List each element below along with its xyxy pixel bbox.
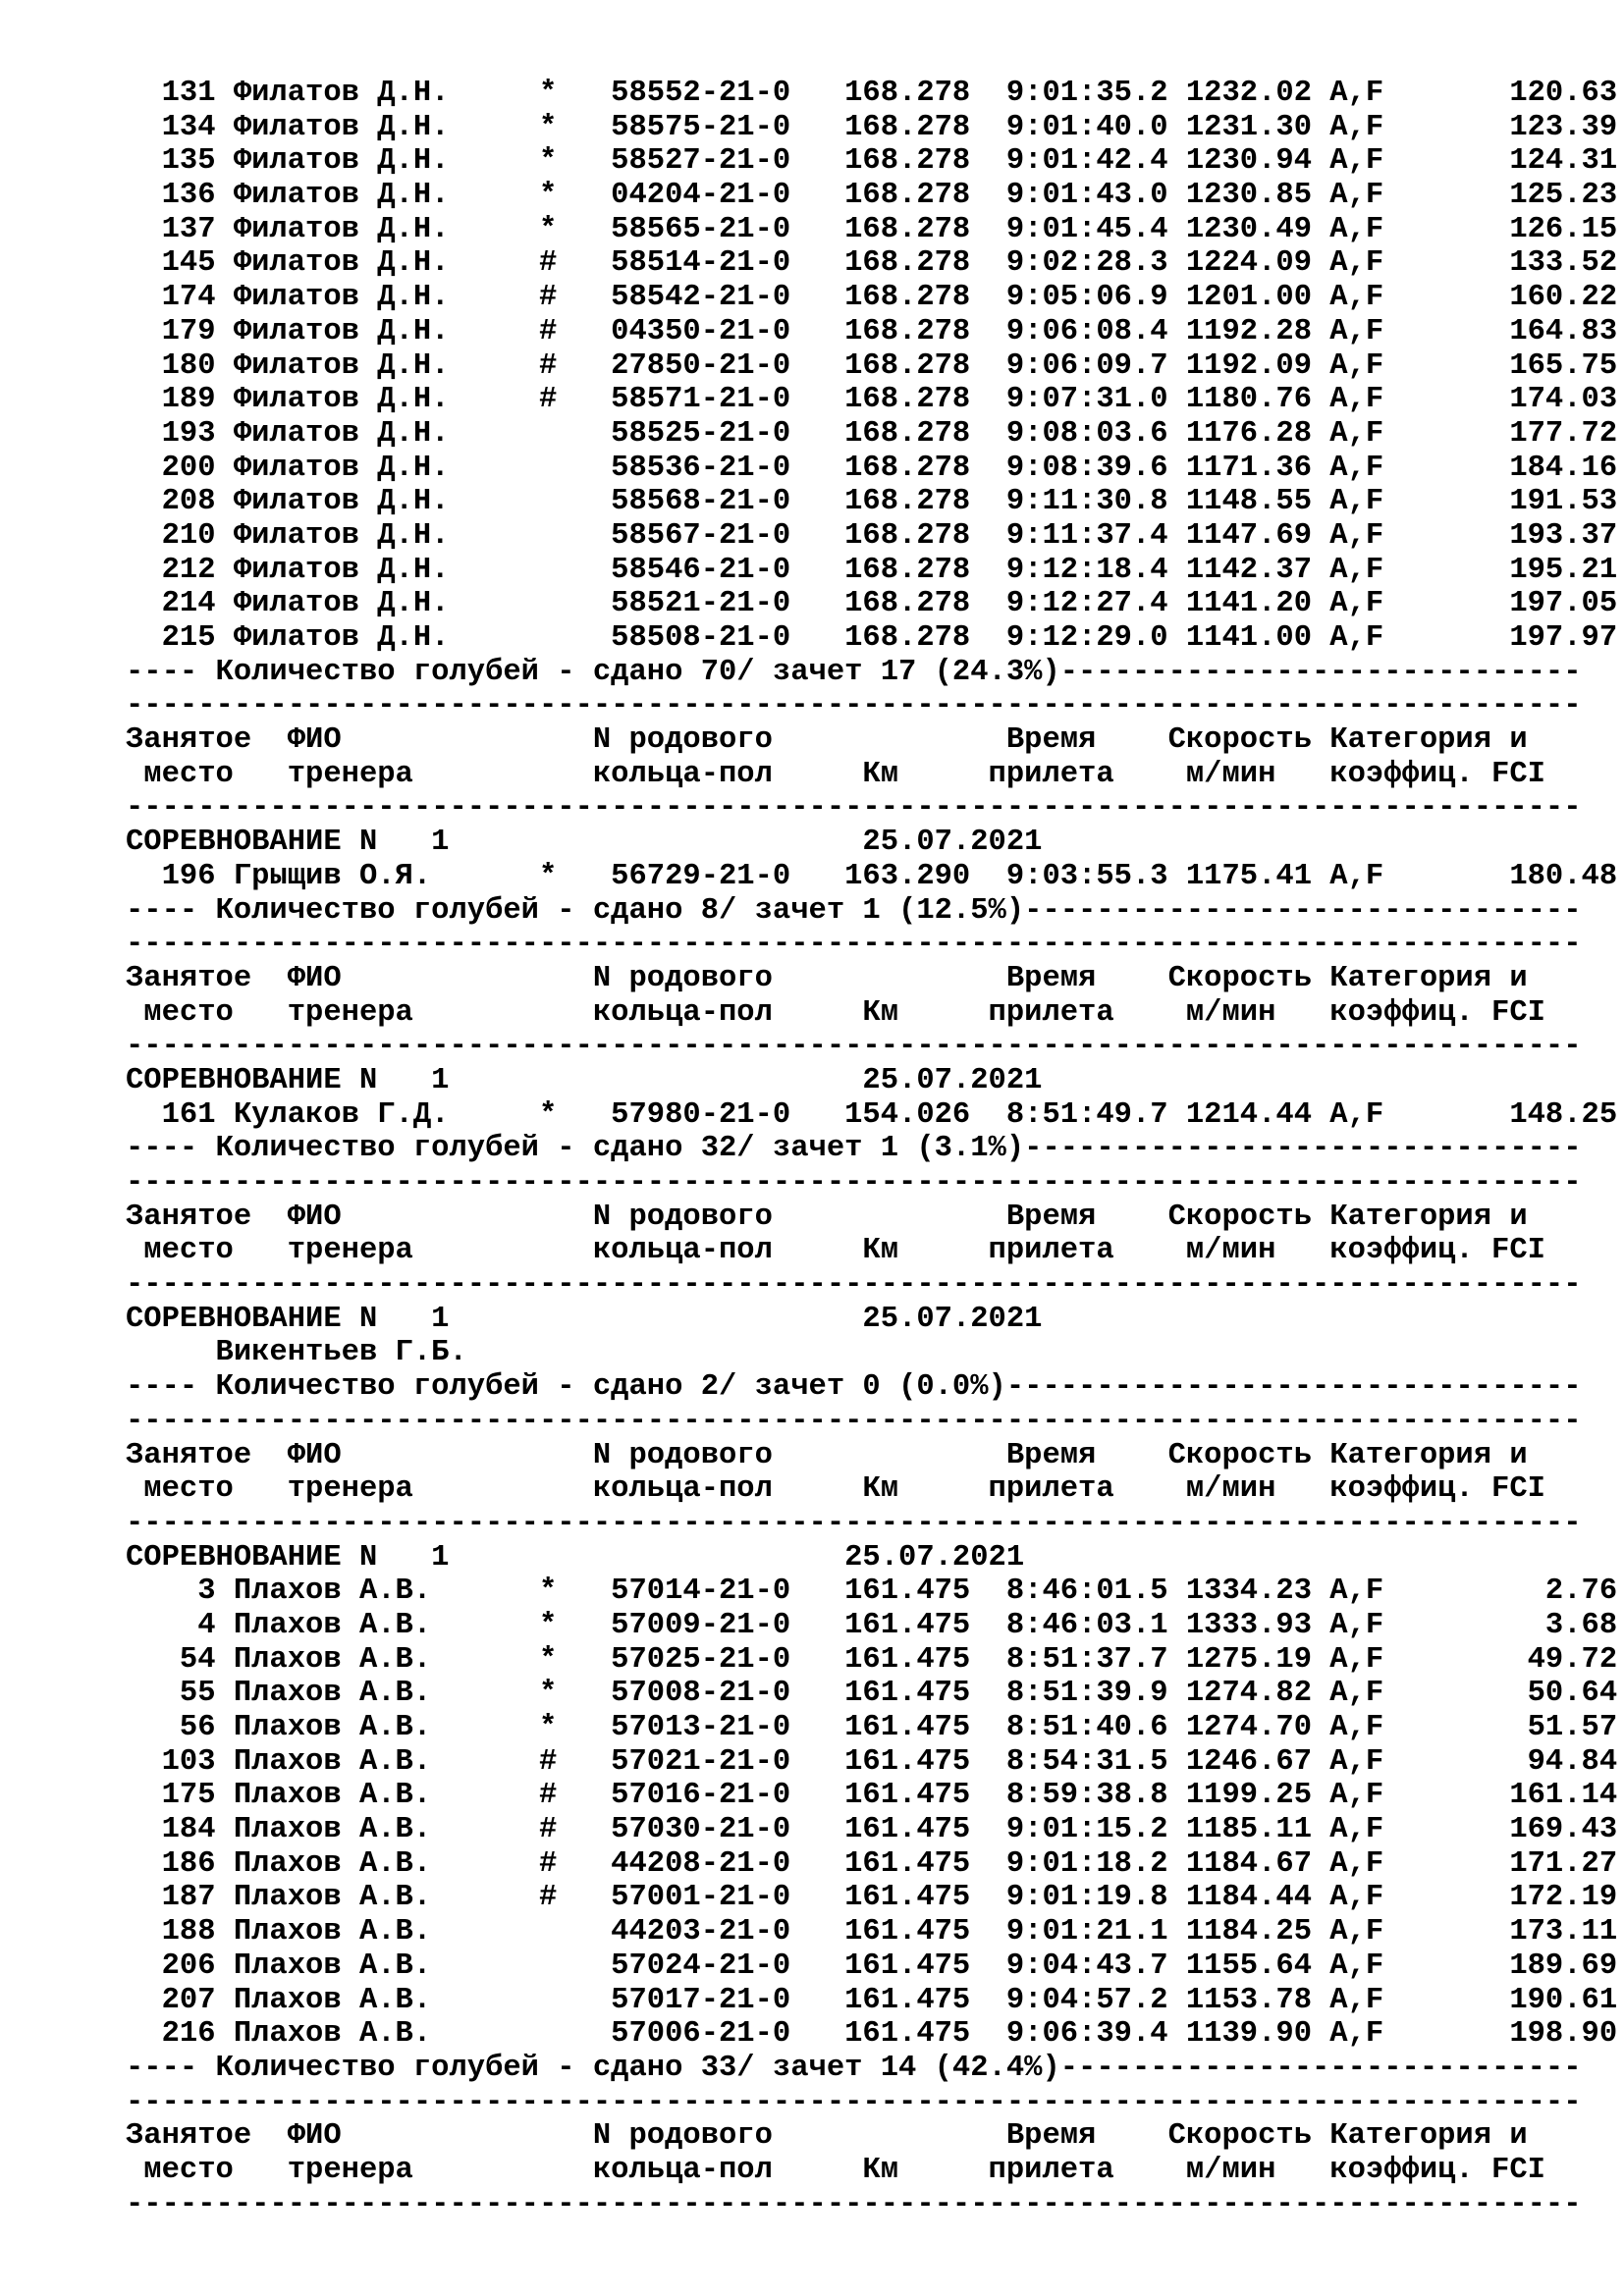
result-row: 137 Филатов Д.Н. * 58565-21-0 168.278 9:01:45.4 1230.49 A,F 126.15 — [126, 212, 1618, 246]
result-row: 214 Филатов Д.Н. 58521-21-0 168.278 9:12:27.4 1141.20 A,F 197.05 — [126, 587, 1618, 621]
result-row: 196 Грыщив О.Я. * 56729-21-0 163.290 9:03:55.3 1175.41 A,F 180.48 — [126, 859, 1618, 893]
result-row: 161 Кулаков Г.Д. * 57980-21-0 154.026 8:51:49.7 1214.44 A,F 148.25 — [126, 1097, 1618, 1132]
separator-line: --------------------------------------------------------------------------------- — [126, 1166, 1582, 1200]
result-row: 189 Филатов Д.Н. # 58571-21-0 168.278 9:07:31.0 1180.76 A,F 174.03 — [126, 383, 1618, 417]
column-header: Занятое ФИО N родового Время Скорость Категория и — [126, 961, 1528, 995]
summary-line: ---- Количество голубей - сдано 8/ зачет 1 (12.5%)------------------------------- — [126, 893, 1582, 928]
result-row: 216 Плахов А.В. 57006-21-0 161.475 9:06:39.4 1139.90 A,F 198.90 — [126, 2017, 1618, 2052]
result-row: 135 Филатов Д.Н. * 58527-21-0 168.278 9:01:42.4 1230.94 A,F 124.31 — [126, 144, 1618, 179]
result-row: 55 Плахов А.В. * 57008-21-0 161.475 8:51:39.9 1274.82 A,F 50.64 — [126, 1677, 1618, 1711]
summary-line: ---- Количество голубей - сдано 70/ зачет 17 (24.3%)----------------------------- — [126, 655, 1582, 689]
separator-line: --------------------------------------------------------------------------------- — [126, 689, 1582, 723]
competition-header: СОРЕВНОВАНИЕ N 1 25.07.2021 — [126, 1540, 1025, 1575]
summary-line: ---- Количество голубей - сдано 32/ зачет 1 (3.1%)------------------------------- — [126, 1132, 1582, 1166]
result-row: 188 Плахов А.В. 44203-21-0 161.475 9:01:21.1 1184.25 A,F 173.11 — [126, 1915, 1618, 1949]
result-row: 131 Филатов Д.Н. * 58552-21-0 168.278 9:01:35.2 1232.02 A,F 120.63 — [126, 77, 1618, 110]
text-line: Викентьев Г.Б. — [126, 1336, 467, 1370]
competition-header: СОРЕВНОВАНИЕ N 1 25.07.2021 — [126, 1302, 1043, 1336]
result-row: 206 Плахов А.В. 57024-21-0 161.475 9:04:43.7 1155.64 A,F 189.69 — [126, 1949, 1618, 1983]
summary-line: ---- Количество голубей - сдано 33/ зачет 14 (42.4%)----------------------------- — [126, 2051, 1582, 2085]
separator-line: --------------------------------------------------------------------------------- — [126, 1030, 1582, 1064]
result-row: 187 Плахов А.В. # 57001-21-0 161.475 9:01:19.8 1184.44 A,F 172.19 — [126, 1881, 1618, 1915]
result-row: 54 Плахов А.В. * 57025-21-0 161.475 8:51:37.7 1275.19 A,F 49.72 — [126, 1642, 1618, 1677]
summary-line: ---- Количество голубей - сдано 2/ зачет 0 (0.0%)-------------------------------- — [126, 1370, 1582, 1405]
column-header: место тренера кольца-пол Км прилета м/мин коэффиц. FCI — [126, 757, 1545, 791]
result-row: 3 Плахов А.В. * 57014-21-0 161.475 8:46:01.5 1334.23 A,F 2.76 — [126, 1575, 1618, 1609]
column-header: Занятое ФИО N родового Время Скорость Категория и — [126, 1438, 1528, 1472]
result-row: 103 Плахов А.В. # 57021-21-0 161.475 8:54:31.5 1246.67 A,F 94.84 — [126, 1744, 1618, 1779]
competition-header: СОРЕВНОВАНИЕ N 1 25.07.2021 — [126, 826, 1043, 860]
competition-header: СОРЕВНОВАНИЕ N 1 25.07.2021 — [126, 1063, 1043, 1097]
result-row: 184 Плахов А.В. # 57030-21-0 161.475 9:01:15.2 1185.11 A,F 169.43 — [126, 1813, 1618, 1847]
result-row: 136 Филатов Д.Н. * 04204-21-0 168.278 9:01:43.0 1230.85 A,F 125.23 — [126, 179, 1618, 213]
result-row: 174 Филатов Д.Н. # 58542-21-0 168.278 9:05:06.9 1201.00 A,F 160.22 — [126, 281, 1618, 315]
result-row: 200 Филатов Д.Н. 58536-21-0 168.278 9:08:39.6 1171.36 A,F 184.16 — [126, 451, 1618, 485]
column-header: место тренера кольца-пол Км прилета м/мин коэффиц. FCI — [126, 995, 1545, 1030]
results-document — [126, 77, 1617, 2221]
separator-line: --------------------------------------------------------------------------------- — [126, 1268, 1582, 1303]
column-header: место тренера кольца-пол Км прилета м/мин коэффиц. FCI — [126, 1234, 1545, 1268]
column-header: Занятое ФИО N родового Время Скорость Категория и — [126, 1200, 1528, 1234]
separator-line: --------------------------------------------------------------------------------- — [126, 2085, 1582, 2119]
separator-line: --------------------------------------------------------------------------------- — [126, 2187, 1582, 2221]
result-row: 193 Филатов Д.Н. 58525-21-0 168.278 9:08:03.6 1176.28 A,F 177.72 — [126, 416, 1618, 451]
result-row: 56 Плахов А.В. * 57013-21-0 161.475 8:51:40.6 1274.70 A,F 51.57 — [126, 1711, 1618, 1744]
result-row: 175 Плахов А.В. # 57016-21-0 161.475 8:59:38.8 1199.25 A,F 161.14 — [126, 1779, 1618, 1813]
separator-line: --------------------------------------------------------------------------------- — [126, 928, 1582, 962]
result-row: 212 Филатов Д.Н. 58546-21-0 168.278 9:12:18.4 1142.37 A,F 195.21 — [126, 553, 1618, 587]
separator-line: --------------------------------------------------------------------------------- — [126, 1404, 1582, 1438]
result-row: 215 Филатов Д.Н. 58508-21-0 168.278 9:12:29.0 1141.00 A,F 197.97 — [126, 621, 1618, 655]
result-row: 4 Плахов А.В. * 57009-21-0 161.475 8:46:03.1 1333.93 A,F 3.68 — [126, 1608, 1618, 1642]
column-header: место тренера кольца-пол Км прилета м/мин коэффиц. FCI — [126, 1472, 1545, 1507]
result-row: 180 Филатов Д.Н. # 27850-21-0 168.278 9:06:09.7 1192.09 A,F 165.75 — [126, 348, 1618, 383]
result-row: 179 Филатов Д.Н. # 04350-21-0 168.278 9:06:08.4 1192.28 A,F 164.83 — [126, 314, 1618, 348]
result-row: 134 Филатов Д.Н. * 58575-21-0 168.278 9:01:40.0 1231.30 A,F 123.39 — [126, 110, 1618, 144]
result-row: 208 Филатов Д.Н. 58568-21-0 168.278 9:11:30.8 1148.55 A,F 191.53 — [126, 485, 1618, 519]
column-header: Занятое ФИО N родового Время Скорость Категория и — [126, 723, 1528, 758]
column-header: место тренера кольца-пол Км прилета м/мин коэффиц. FCI — [126, 2153, 1545, 2187]
column-header: Занятое ФИО N родового Время Скорость Категория и — [126, 2119, 1528, 2154]
result-row: 210 Филатов Д.Н. 58567-21-0 168.278 9:11:37.4 1147.69 A,F 193.37 — [126, 518, 1618, 553]
separator-line: --------------------------------------------------------------------------------- — [126, 791, 1582, 826]
result-row: 207 Плахов А.В. 57017-21-0 161.475 9:04:57.2 1153.78 A,F 190.61 — [126, 1983, 1618, 2017]
separator-line: --------------------------------------------------------------------------------- — [126, 1506, 1582, 1540]
result-row: 145 Филатов Д.Н. # 58514-21-0 168.278 9:02:28.3 1224.09 A,F 133.52 — [126, 246, 1618, 281]
result-row: 186 Плахов А.В. # 44208-21-0 161.475 9:01:18.2 1184.67 A,F 171.27 — [126, 1846, 1618, 1881]
